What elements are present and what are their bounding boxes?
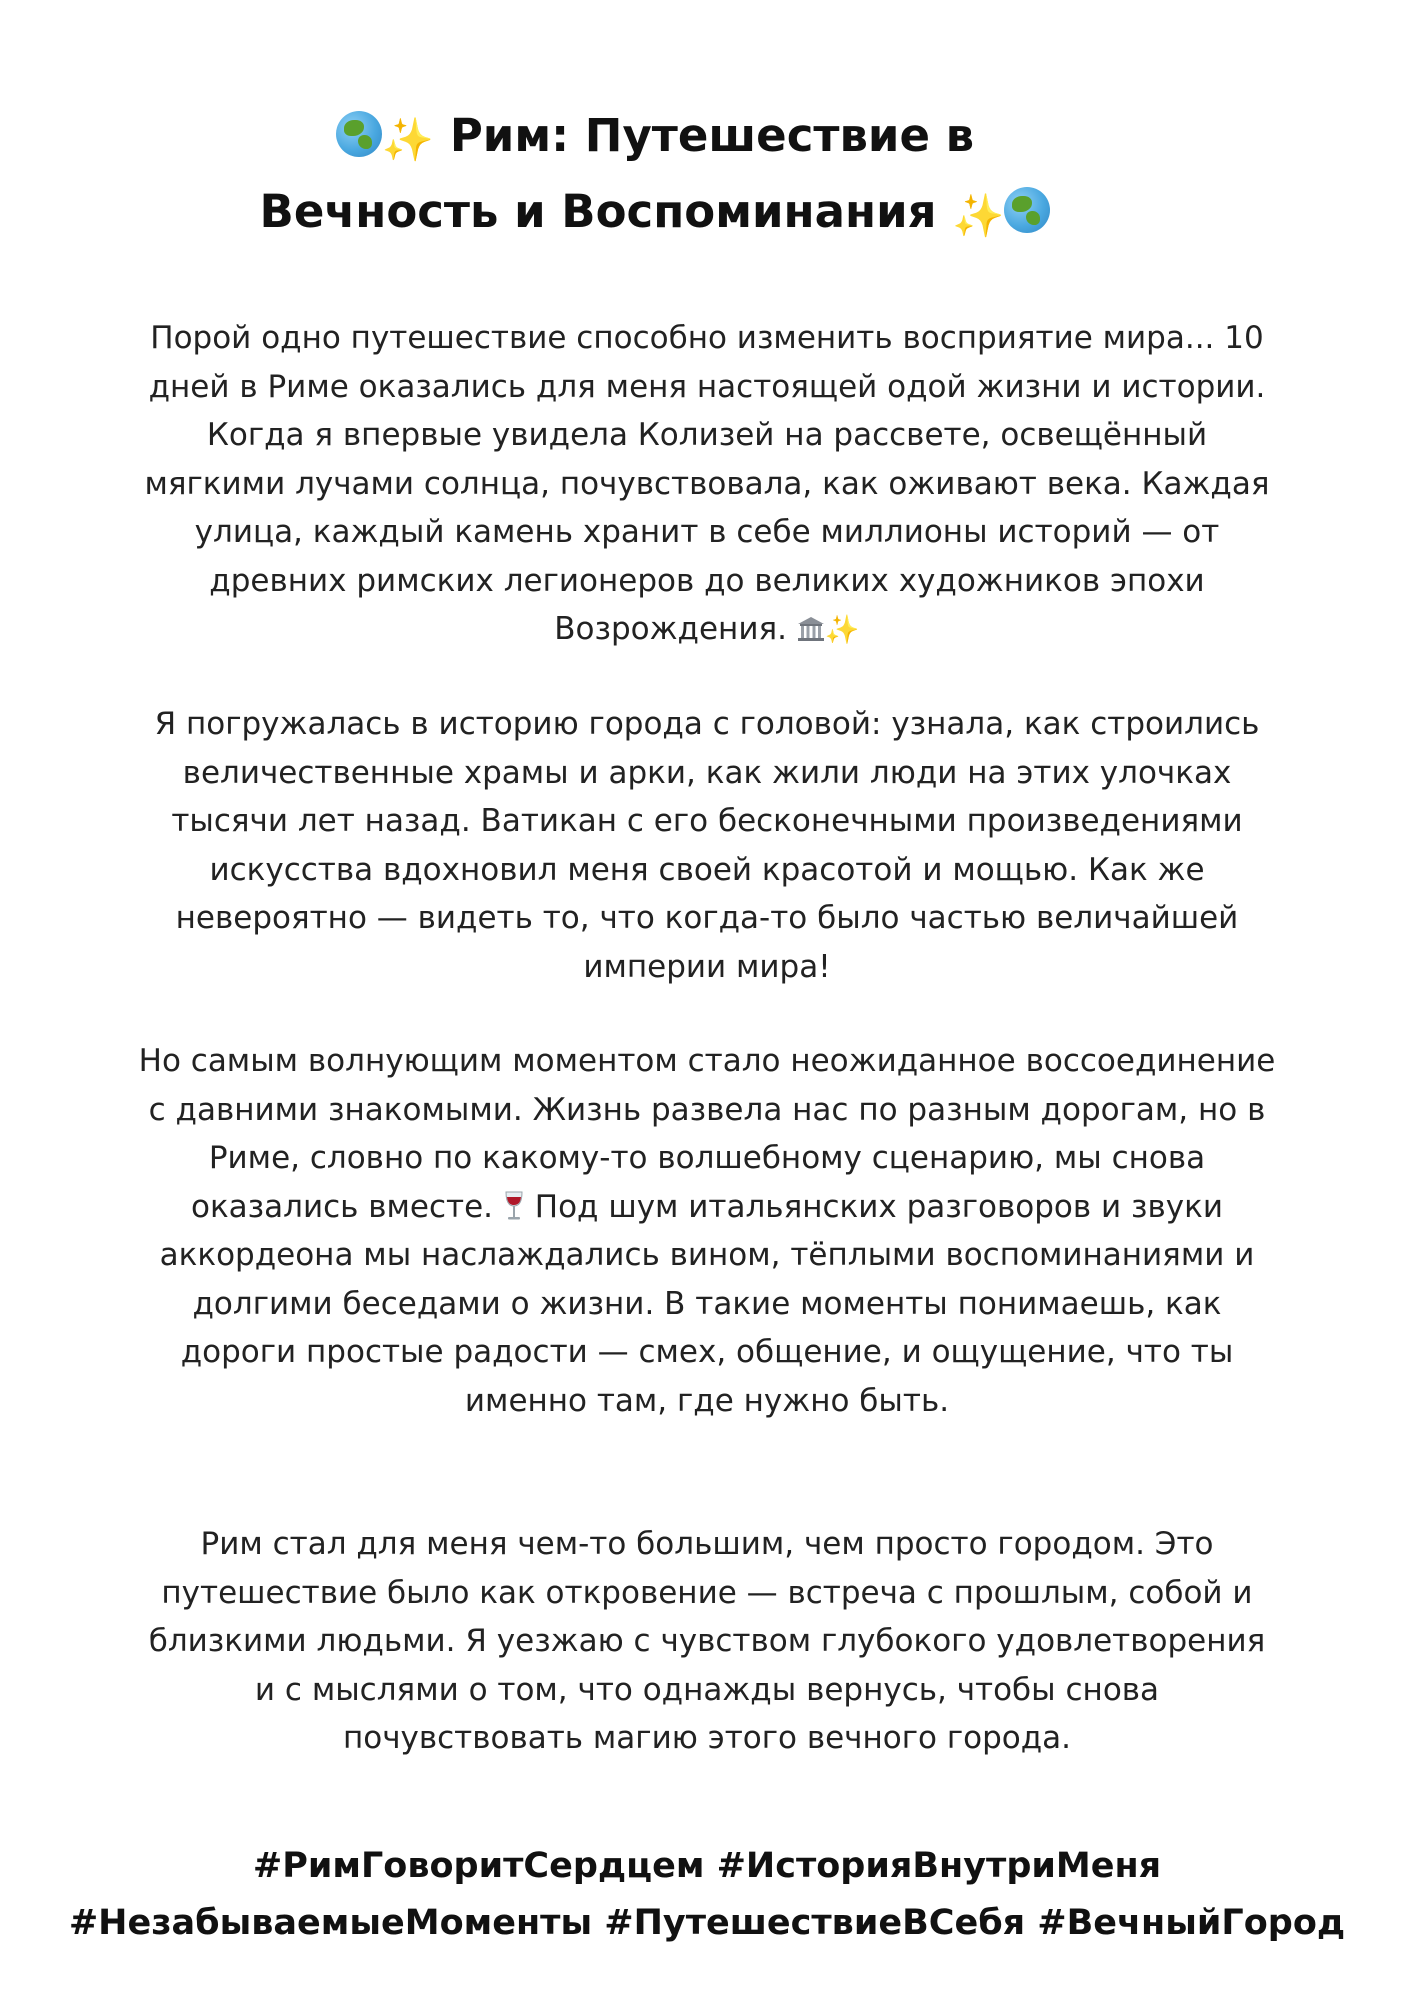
title-text-1: Рим: Путешествие в — [449, 109, 975, 162]
paragraph-history: Я погружалась в историю города с головой: узнала, как строились величественные храмы и арки, как жили люди на этих улочках тысячи лет назад. Ватикан с его бесконечными произведениями искусства вдохновил меня своей красотой и мощью. Как же невероятно — видеть то, что когда-то было частью величайшей империи мира! — [154, 706, 1260, 985]
globe-icon — [1004, 187, 1050, 233]
page-title — [190, 100, 1120, 252]
paragraph-intro-text: Порой одно путешествие способно изменить восприятие мира... 10 дней в Риме оказались для меня настоящей одой жизни и истории. Когда я впервые увидела Колизей на рассвете, освещённый мягкими лучами солнца, почувствовала, как оживают века. Каждая улица, каждый камень хранит в себе миллионы историй — от древних римских легионеров до великих художников эпохи Возрождения. — [144, 320, 1270, 647]
paragraph-conclusion: Рим стал для меня чем-то большим, чем просто городом. Это путешествие было как откровение — встреча с прошлым, собой и близкими людьми. Я уезжаю с чувством глубокого удовлетворения и с мыслями о том, что однажды вернусь, чтобы снова почувствовать магию этого вечного города. — [148, 1526, 1266, 1756]
hashtags-line-2: #НезабываемыеМоменты #ПутешествиеВСебя #ВечныйГород — [68, 1903, 1346, 1943]
paragraph-reunion — [135, 1037, 1279, 1425]
globe-icon — [336, 111, 382, 157]
classical-building-icon — [797, 616, 825, 642]
hashtags — [60, 1838, 1354, 1952]
paragraph-intro — [135, 314, 1279, 654]
title-text-2: Вечность и Воспоминания — [259, 185, 937, 238]
paragraph-reunion-text-b: Под шум итальянских разговоров и звуки аккордеона мы наслаждались вином, тёплыми воспоминаниями и долгими беседами о жизни. В такие моменты понимаешь, как дороги простые радости — смех, общение, и ощущение, что ты именно там, где нужно быть. — [159, 1188, 1255, 1419]
title-line-2 — [190, 176, 1120, 252]
hashtags-line-1: #РимГоворитСердцем #ИсторияВнутриМеня — [252, 1846, 1162, 1886]
sparkles-icon: ✨ — [952, 191, 1005, 240]
sparkles-icon: ✨ — [381, 115, 435, 164]
title-line-1 — [190, 100, 1120, 176]
sparkles-icon: ✨ — [824, 613, 860, 646]
paragraph-reunion-text-a: Но самым волнующим моментом стало неожиданное воссоединение с давними знакомыми. Жизнь развела нас по разным дорогам, но в Риме, словно по какому-то волшебному сценарию, мы снова оказались вместе. — [138, 1043, 1276, 1225]
wine-glass-icon — [503, 1190, 525, 1222]
